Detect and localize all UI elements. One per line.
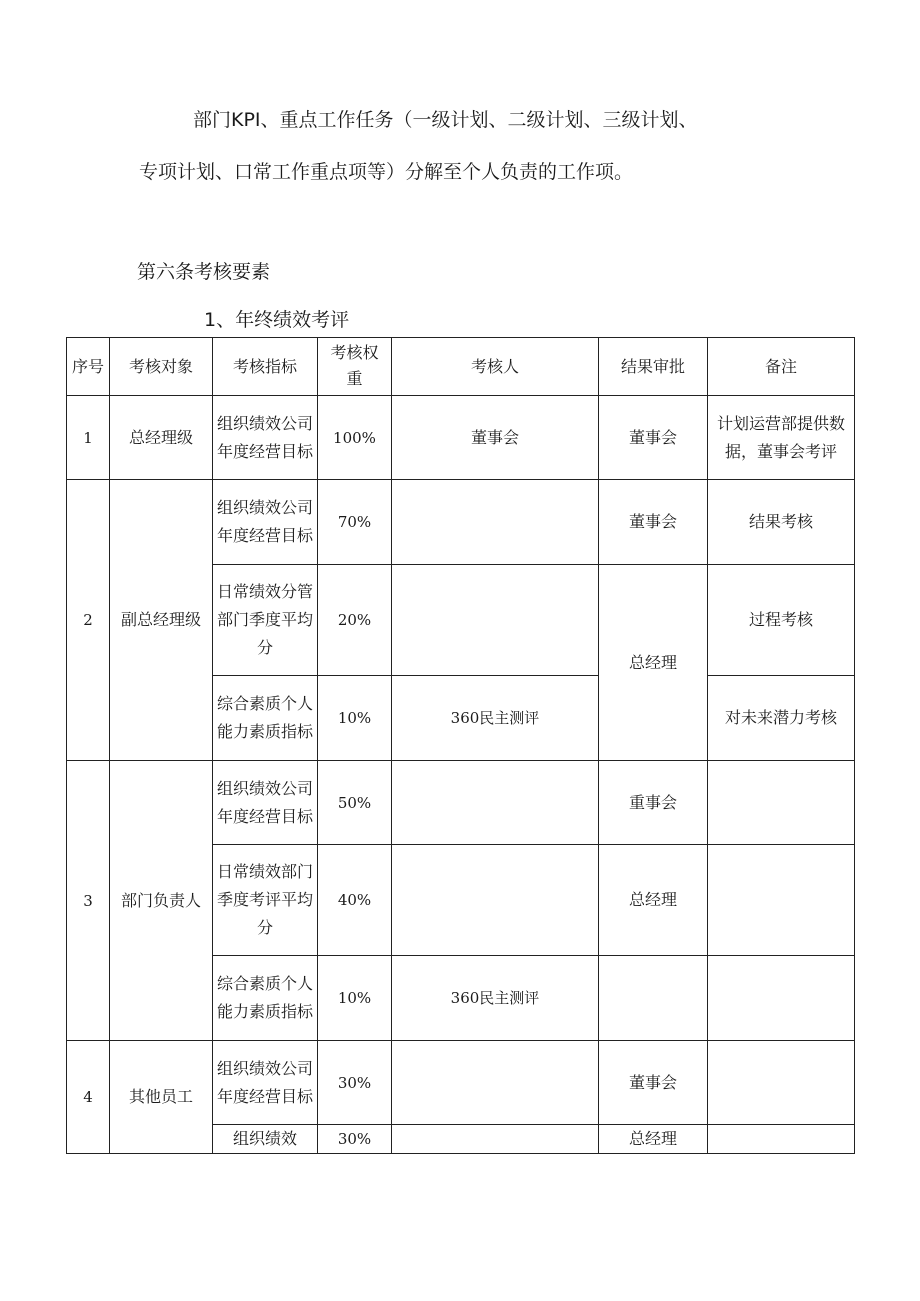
row-remark xyxy=(708,845,855,956)
row-no: 3 xyxy=(67,761,110,1041)
row-remark xyxy=(708,761,855,845)
row-assessor xyxy=(392,761,599,845)
table-row xyxy=(67,761,855,845)
row-remark xyxy=(708,956,855,1041)
indicator-text: 组织绩效公司年度经营目标 xyxy=(216,778,313,826)
header-approval: 结果审批 xyxy=(599,338,708,396)
indicator-text: 综合素质个人能力素质指标 xyxy=(216,974,313,1021)
assessment-table xyxy=(66,337,855,1154)
paragraph-line-2: 专项计划、口常工作重点项等）分解至个人负责的工作项。 xyxy=(139,161,634,183)
row-no: 4 xyxy=(67,1041,110,1154)
row-indicator xyxy=(213,845,318,956)
row-approval: 总经理 xyxy=(599,1125,708,1154)
row-indicator xyxy=(213,956,318,1041)
row-remark xyxy=(708,1041,855,1125)
row-remark: 对未来潜力考核 xyxy=(708,676,855,761)
table-header-row xyxy=(67,338,855,396)
row-indicator xyxy=(213,1041,318,1125)
row-indicator xyxy=(213,565,318,676)
header-assessor: 考核人 xyxy=(392,338,599,396)
row-assessor: 360民主测评 xyxy=(392,956,599,1041)
section-title: 第六条考核要素 xyxy=(137,261,271,283)
row-weight: 50% xyxy=(318,761,392,845)
row-approval: 董事会 xyxy=(599,480,708,565)
row-approval: 总经理 xyxy=(599,845,708,956)
table-row xyxy=(67,396,855,480)
row-weight: 70% xyxy=(318,480,392,565)
row-assessor xyxy=(392,565,599,676)
row-assessor xyxy=(392,845,599,956)
row-indicator xyxy=(213,396,318,480)
row-weight: 30% xyxy=(318,1041,392,1125)
row-no: 2 xyxy=(67,480,110,761)
row-assessor xyxy=(392,1125,599,1154)
row-weight: 100% xyxy=(318,396,392,480)
indicator-text: 日常绩效部门季度考评平均分 xyxy=(216,862,313,937)
row-target: 部门负责人 xyxy=(110,761,213,1041)
row-target: 其他员工 xyxy=(110,1041,213,1154)
header-target: 考核对象 xyxy=(110,338,213,396)
row-remark xyxy=(708,1125,855,1154)
row-assessor xyxy=(392,1041,599,1125)
row-approval: 董事会 xyxy=(599,1041,708,1125)
row-weight: 10% xyxy=(318,956,392,1041)
row-indicator xyxy=(213,676,318,761)
indicator-text: 组织绩效公司年度经营目标 xyxy=(216,413,313,461)
row-remark: 结果考核 xyxy=(708,480,855,565)
header-weight xyxy=(318,338,392,396)
row-approval xyxy=(599,956,708,1041)
indicator-text: 日常绩效分管部门季度平均分 xyxy=(216,582,313,657)
row-assessor: 360民主测评 xyxy=(392,676,599,761)
row-assessor: 董事会 xyxy=(392,396,599,480)
row-approval: 重事会 xyxy=(599,761,708,845)
header-remark: 备注 xyxy=(708,338,855,396)
row-assessor xyxy=(392,480,599,565)
row-weight: 20% xyxy=(318,565,392,676)
header-no: 序号 xyxy=(67,338,110,396)
row-remark xyxy=(708,396,855,480)
remark-text: 计划运营部提供数据，董事会考评 xyxy=(716,413,845,461)
header-indicator: 考核指标 xyxy=(213,338,318,396)
row-remark: 过程考核 xyxy=(708,565,855,676)
row-approval: 董事会 xyxy=(599,396,708,480)
subsection-title: 1、年终绩效考评 xyxy=(204,309,350,331)
row-no: 1 xyxy=(67,396,110,480)
indicator-text: 综合素质个人能力素质指标 xyxy=(216,694,313,741)
row-weight: 40% xyxy=(318,845,392,956)
row-weight: 10% xyxy=(318,676,392,761)
paragraph-line-1: 部门KPI、重点工作任务（一级计划、二级计划、三级计划、 xyxy=(193,109,698,131)
row-indicator: 组织绩效 xyxy=(213,1125,318,1154)
row-approval: 总经理 xyxy=(599,565,708,761)
row-target: 副总经理级 xyxy=(110,480,213,761)
indicator-text: 组织绩效公司年度经营目标 xyxy=(216,1058,313,1106)
row-weight: 30% xyxy=(318,1125,392,1154)
indicator-text: 组织绩效公司年度经营目标 xyxy=(216,498,313,545)
row-target: 总经理级 xyxy=(110,396,213,480)
table-row xyxy=(67,1041,855,1125)
header-weight-text: 考核权重 xyxy=(330,343,379,388)
table-row xyxy=(67,480,855,565)
row-indicator xyxy=(213,480,318,565)
row-indicator xyxy=(213,761,318,845)
